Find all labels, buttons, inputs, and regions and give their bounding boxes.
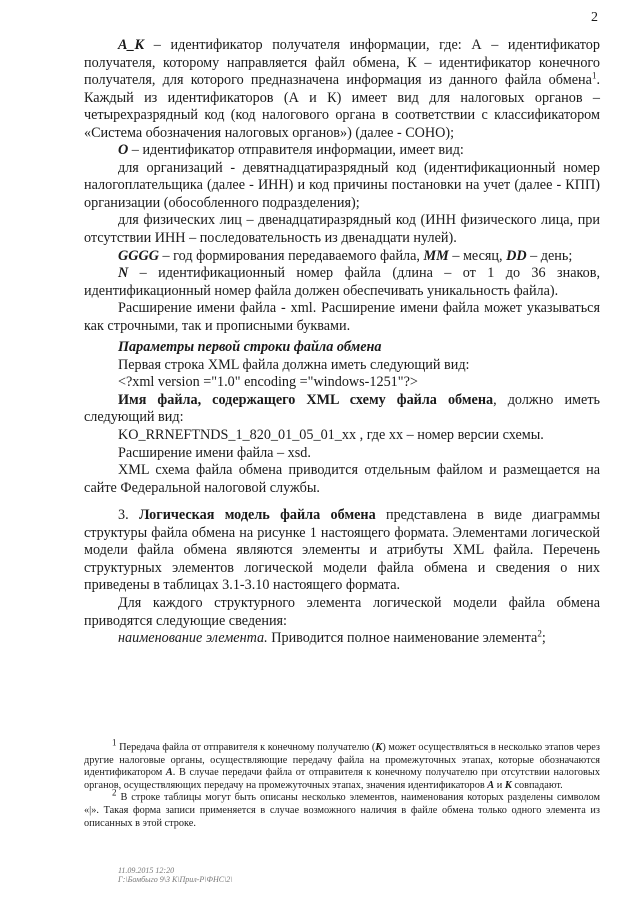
paragraph-individuals: для физических лиц – двенадцатиразрядный код (ИНН физического лица, при отсутствии ИНН – последовательность из двенадцати нулей).: [84, 212, 600, 247]
paragraph-element-name: наименование элемента. Приводится полное наименование элемента$^2$;: [118, 628, 546, 647]
paragraph-logical-model: 3. Логическая модель файла обмена представлена в виде диаграммы структуры файла обмена на рисунке 1 настоящего формата. Элементами логической модели файла обмена являются элементы и атрибуты XML файла. Перечень структурных элементов логической модели файла обмена и сведения о них приведены в таблицах 3.1-3.10 настоящего формата.: [84, 507, 601, 594]
stamp-date: 11.09.2015 12:20: [118, 866, 175, 875]
xml-declaration: <?xml version ="1.0" encoding ="windows-1251"?>: [118, 374, 418, 391]
footnote-1: $^1$ Передача файла от отправителя к конечному получателю (К) может осуществляться в несколько этапов через другие налоговые органы, осуществляющие передачу файла на промежуточных этапах, которые обозначаются идентификатором А. В случае передачи файла от отправителя к конечному получателю при отсутствии налоговых органов, осуществляющих передачу на промежуточных этапах, значения идентификаторов А и К совпадают.: [84, 737, 600, 791]
paragraph-date-parts: GGGG – год формирования передаваемого файла, ММ – месяц, DD – день;: [118, 247, 573, 264]
paragraph-element-info: Для каждого структурного элемента логической модели файла обмена приводятся следующие сведения:: [84, 594, 600, 629]
paragraph-schema-location: XML схема файла обмена приводится отдельным файлом и размещается на сайте Федеральной налоговой службы.: [84, 462, 600, 496]
term-ak: А_К: [118, 37, 145, 53]
paragraph-sender-id: О – идентификатор отправителя информации, имеет вид:: [118, 142, 464, 159]
file-stamp: [118, 866, 233, 884]
footnotes: [84, 737, 600, 830]
term-dd: DD: [506, 247, 527, 264]
schema-file-name: KO_RRNEFTNDS_1_820_01_05_01_xx , где хх – номер версии схемы.: [118, 427, 544, 444]
page-number: 2: [591, 10, 598, 25]
term-o: О: [118, 142, 129, 159]
paragraph-recipient-id: А_К – идентификатор получателя информации, где: А – идентификатор получателя, которому направляется файл обмена, К – идентификатор конечного получателя, для которого предназначена информация из данного файла обмена$^1$. Каждый из идентификаторов (А и К) имеет вид для налоговых органов – четырехразрядный код (код налогового органа в соответствии с классификатором «Система обозначения налоговых органов») (далее - СОНО);: [84, 37, 600, 141]
term-gggg: GGGG: [118, 247, 159, 264]
section-heading: Параметры первой строки файла обмена: [118, 339, 382, 356]
term-mm: ММ: [423, 247, 449, 264]
stamp-path: Г:\Бомбыго 9\3 К\Прил-Р\ФНС\2\: [118, 875, 233, 884]
paragraph-file-number: N – идентификационный номер файла (длина – от 1 до 36 знаков, идентификационный номер файла должен обеспечивать уникальность файла).: [84, 265, 600, 299]
paragraph-extension: Расширение имени файла - xml. Расширение имени файла может указываться как строчными, так и прописными буквами.: [84, 300, 600, 334]
term-n: N: [118, 265, 129, 282]
paragraph-schema-extension: Расширение имени файла – xsd.: [118, 444, 311, 461]
footnote-2: $^2$ В строке таблицы могут быть описаны несколько элементов, наименования которых разделены символом «|». Такая форма записи применяется в случае возможного наличия в файле обмена только одного элемента из описанных в этой строке.: [84, 787, 600, 829]
paragraph-first-line: Первая строка XML файла должна иметь следующий вид:: [118, 356, 470, 373]
footnote-ref-2: 2: [537, 628, 542, 639]
paragraph-schema-name: Имя файла, содержащего XML схему файла обмена, должно иметь следующий вид:: [84, 391, 600, 426]
paragraph-organizations: для организаций - девятнадцатиразрядный код (идентификационный номер налогоплательщика (далее - ИНН) и код причины постановки на учет (далее - КПП) организации (обособленного подразделения);: [84, 159, 600, 211]
document-body: [84, 37, 600, 648]
footnote-ref-1: 1: [591, 70, 597, 81]
